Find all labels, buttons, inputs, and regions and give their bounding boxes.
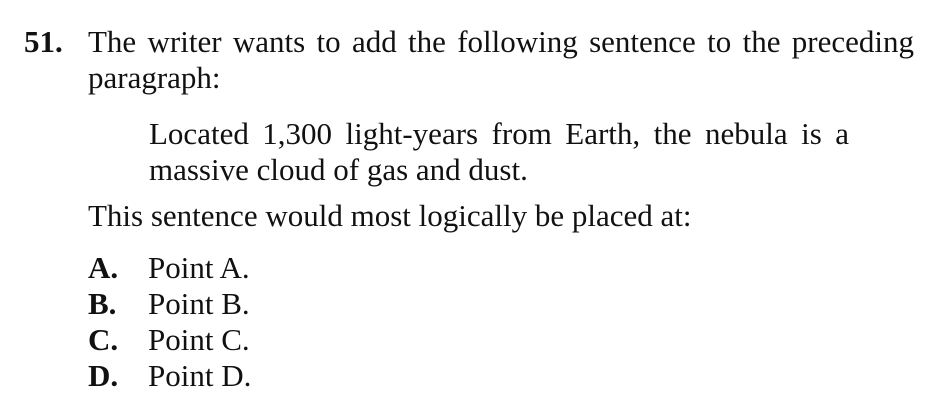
option-letter: D. [88, 358, 119, 393]
answer-option-a[interactable] [88, 250, 251, 286]
answer-option-b[interactable] [88, 286, 251, 322]
option-text: Point A. [148, 250, 250, 285]
option-text: Point B. [148, 286, 250, 321]
question-number: 51. [24, 24, 63, 59]
option-letter: B. [88, 286, 117, 321]
question-stem: The writer wants to add the following sentence to the preceding paragraph: [88, 24, 914, 95]
option-text: Point C. [148, 322, 250, 357]
question-prompt: This sentence would most logically be placed at: [88, 198, 692, 233]
answer-option-c[interactable] [88, 322, 251, 358]
option-letter: A. [88, 250, 119, 285]
option-text: Point D. [148, 358, 252, 393]
answer-options [88, 250, 251, 394]
quoted-sentence: Located 1,300 light-years from Earth, the nebula is a massive cloud of gas and dust. [149, 116, 849, 187]
option-letter: C. [88, 322, 119, 357]
answer-option-d[interactable] [88, 358, 251, 394]
